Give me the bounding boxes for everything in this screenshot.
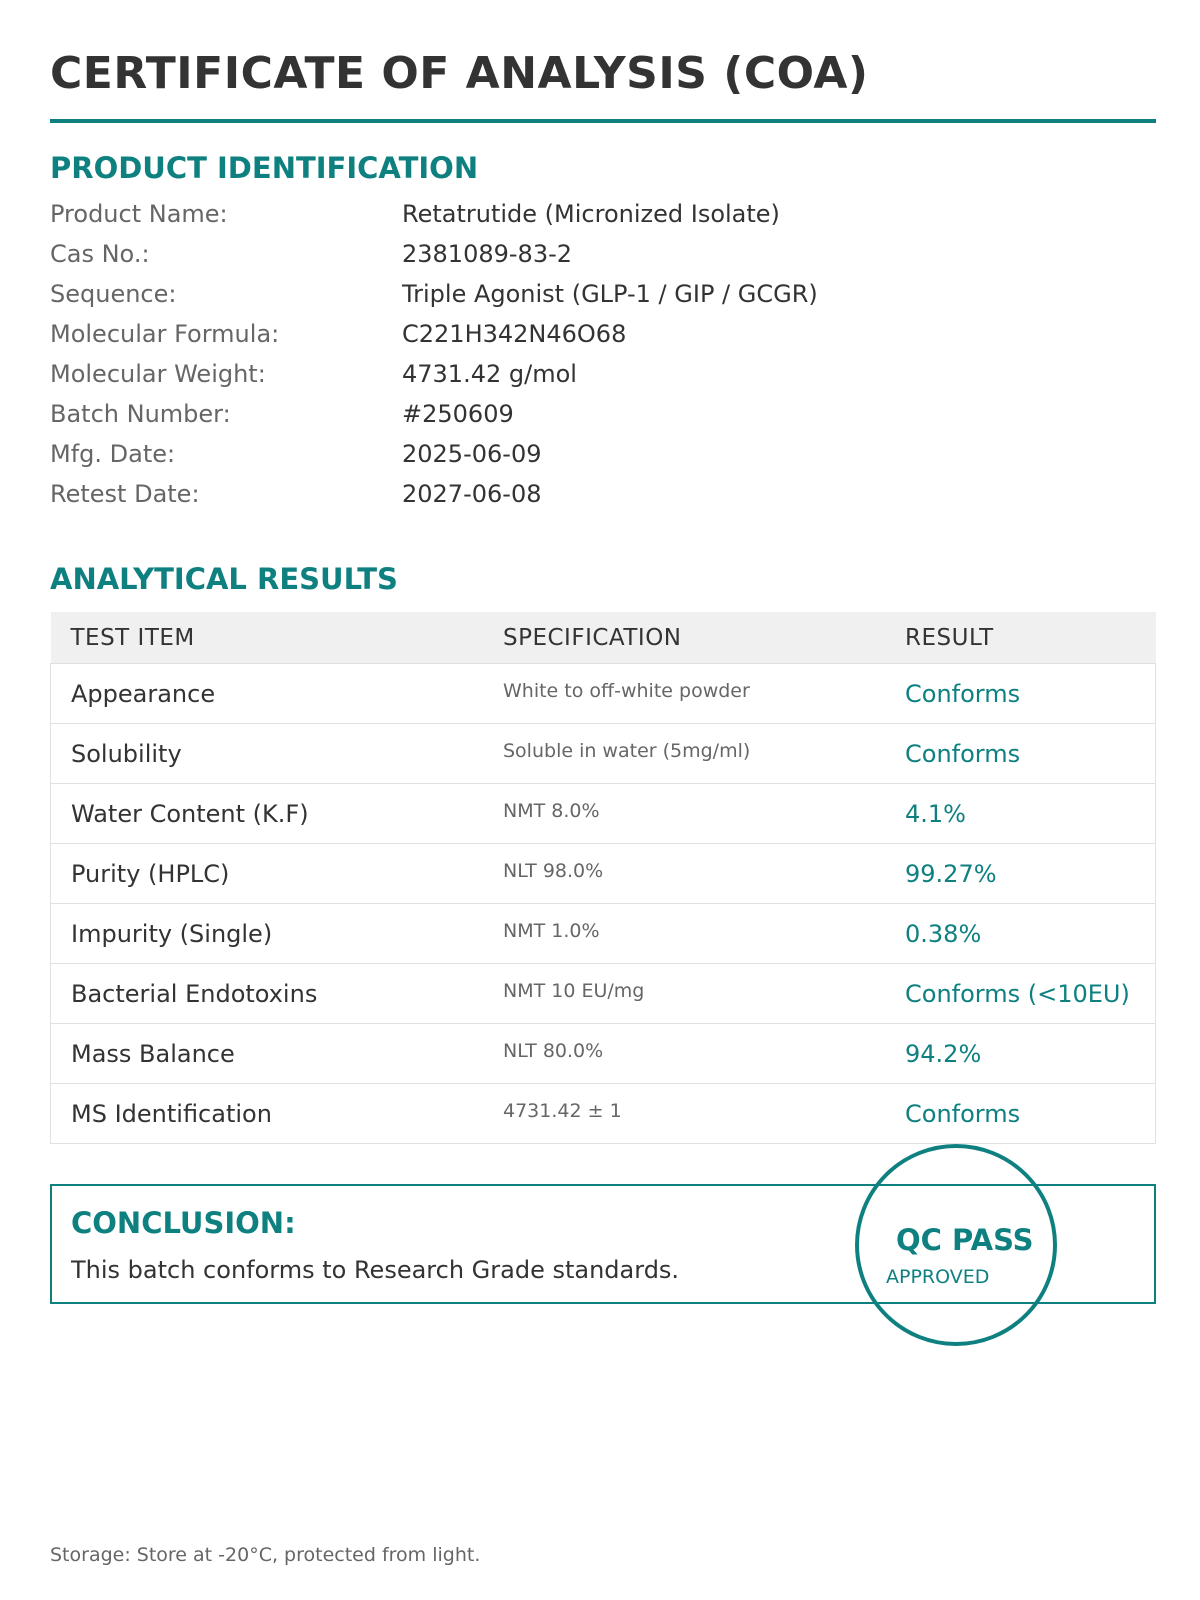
specification-cell: NLT 80.0% [483,1024,885,1084]
info-label: Batch Number: [50,400,231,428]
stamp-main-text: QC PASS [896,1223,1034,1257]
test-item-cell: Purity (HPLC) [51,844,484,904]
specification-cell: NLT 98.0% [483,844,885,904]
info-value: 2025-06-09 [402,440,542,468]
table-row [51,1084,1156,1144]
column-header-specification: SPECIFICATION [483,612,885,664]
result-cell: Conforms [885,724,1156,784]
test-item-cell: MS Identification [51,1084,484,1144]
result-cell: 99.27% [885,844,1156,904]
info-value: Triple Agonist (GLP-1 / GIP / GCGR) [402,280,818,308]
stamp-sub-text: APPROVED [886,1266,990,1288]
storage-note: Storage: Store at -20°C, protected from light. [50,1544,481,1566]
info-value: 2381089-83-2 [402,240,573,268]
table-row [51,844,1156,904]
info-row-mfg-date [50,440,1156,480]
specification-cell: NMT 8.0% [483,784,885,844]
test-item-cell: Water Content (K.F) [51,784,484,844]
info-value: Retatrutide (Micronized Isolate) [402,200,780,228]
table-header-row [51,612,1156,664]
product-info-list [50,200,1156,520]
info-row-retest-date [50,480,1156,520]
result-cell: Conforms [885,664,1156,724]
document-title: CERTIFICATE OF ANALYSIS (COA) [50,48,869,99]
test-item-cell: Impurity (Single) [51,904,484,964]
info-label: Retest Date: [50,480,200,508]
table-row [51,724,1156,784]
table-row [51,1024,1156,1084]
qc-pass-stamp [855,1144,1057,1346]
product-identification-heading: PRODUCT IDENTIFICATION [50,151,479,185]
specification-cell: White to off-white powder [483,664,885,724]
specification-cell: Soluble in water (5mg/ml) [483,724,885,784]
result-cell: Conforms [885,1084,1156,1144]
table-row [51,904,1156,964]
info-row-sequence [50,280,1156,320]
table-row [51,784,1156,844]
info-value: C221H342N46O68 [402,320,627,348]
test-item-cell: Mass Balance [51,1024,484,1084]
coa-document [50,0,1156,1600]
info-label: Molecular Weight: [50,360,266,388]
info-label: Product Name: [50,200,228,228]
info-row-cas-no [50,240,1156,280]
result-cell: Conforms (<10EU) [885,964,1156,1024]
info-value: 4731.42 g/mol [402,360,577,388]
result-cell: 94.2% [885,1024,1156,1084]
info-row-batch-number [50,400,1156,440]
table-row [51,964,1156,1024]
info-label: Mfg. Date: [50,440,176,468]
result-cell: 4.1% [885,784,1156,844]
info-value: #250609 [402,400,514,428]
specification-cell: NMT 10 EU/mg [483,964,885,1024]
table-row [51,664,1156,724]
info-row-molecular-weight [50,360,1156,400]
title-divider [50,119,1156,123]
analytical-results-table [50,612,1156,1144]
info-label: Sequence: [50,280,177,308]
conclusion-title: CONCLUSION: [71,1206,296,1240]
result-cell: 0.38% [885,904,1156,964]
test-item-cell: Appearance [51,664,484,724]
info-row-product-name [50,200,1156,240]
test-item-cell: Solubility [51,724,484,784]
specification-cell: NMT 1.0% [483,904,885,964]
info-row-molecular-formula [50,320,1156,360]
specification-cell: 4731.42 ± 1 [483,1084,885,1144]
conclusion-text: This batch conforms to Research Grade standards. [71,1256,680,1284]
column-header-test-item: TEST ITEM [51,612,484,664]
column-header-result: RESULT [885,612,1156,664]
info-label: Molecular Formula: [50,320,280,348]
info-label: Cas No.: [50,240,150,268]
test-item-cell: Bacterial Endotoxins [51,964,484,1024]
info-value: 2027-06-08 [402,480,542,508]
analytical-results-heading: ANALYTICAL RESULTS [50,562,398,596]
